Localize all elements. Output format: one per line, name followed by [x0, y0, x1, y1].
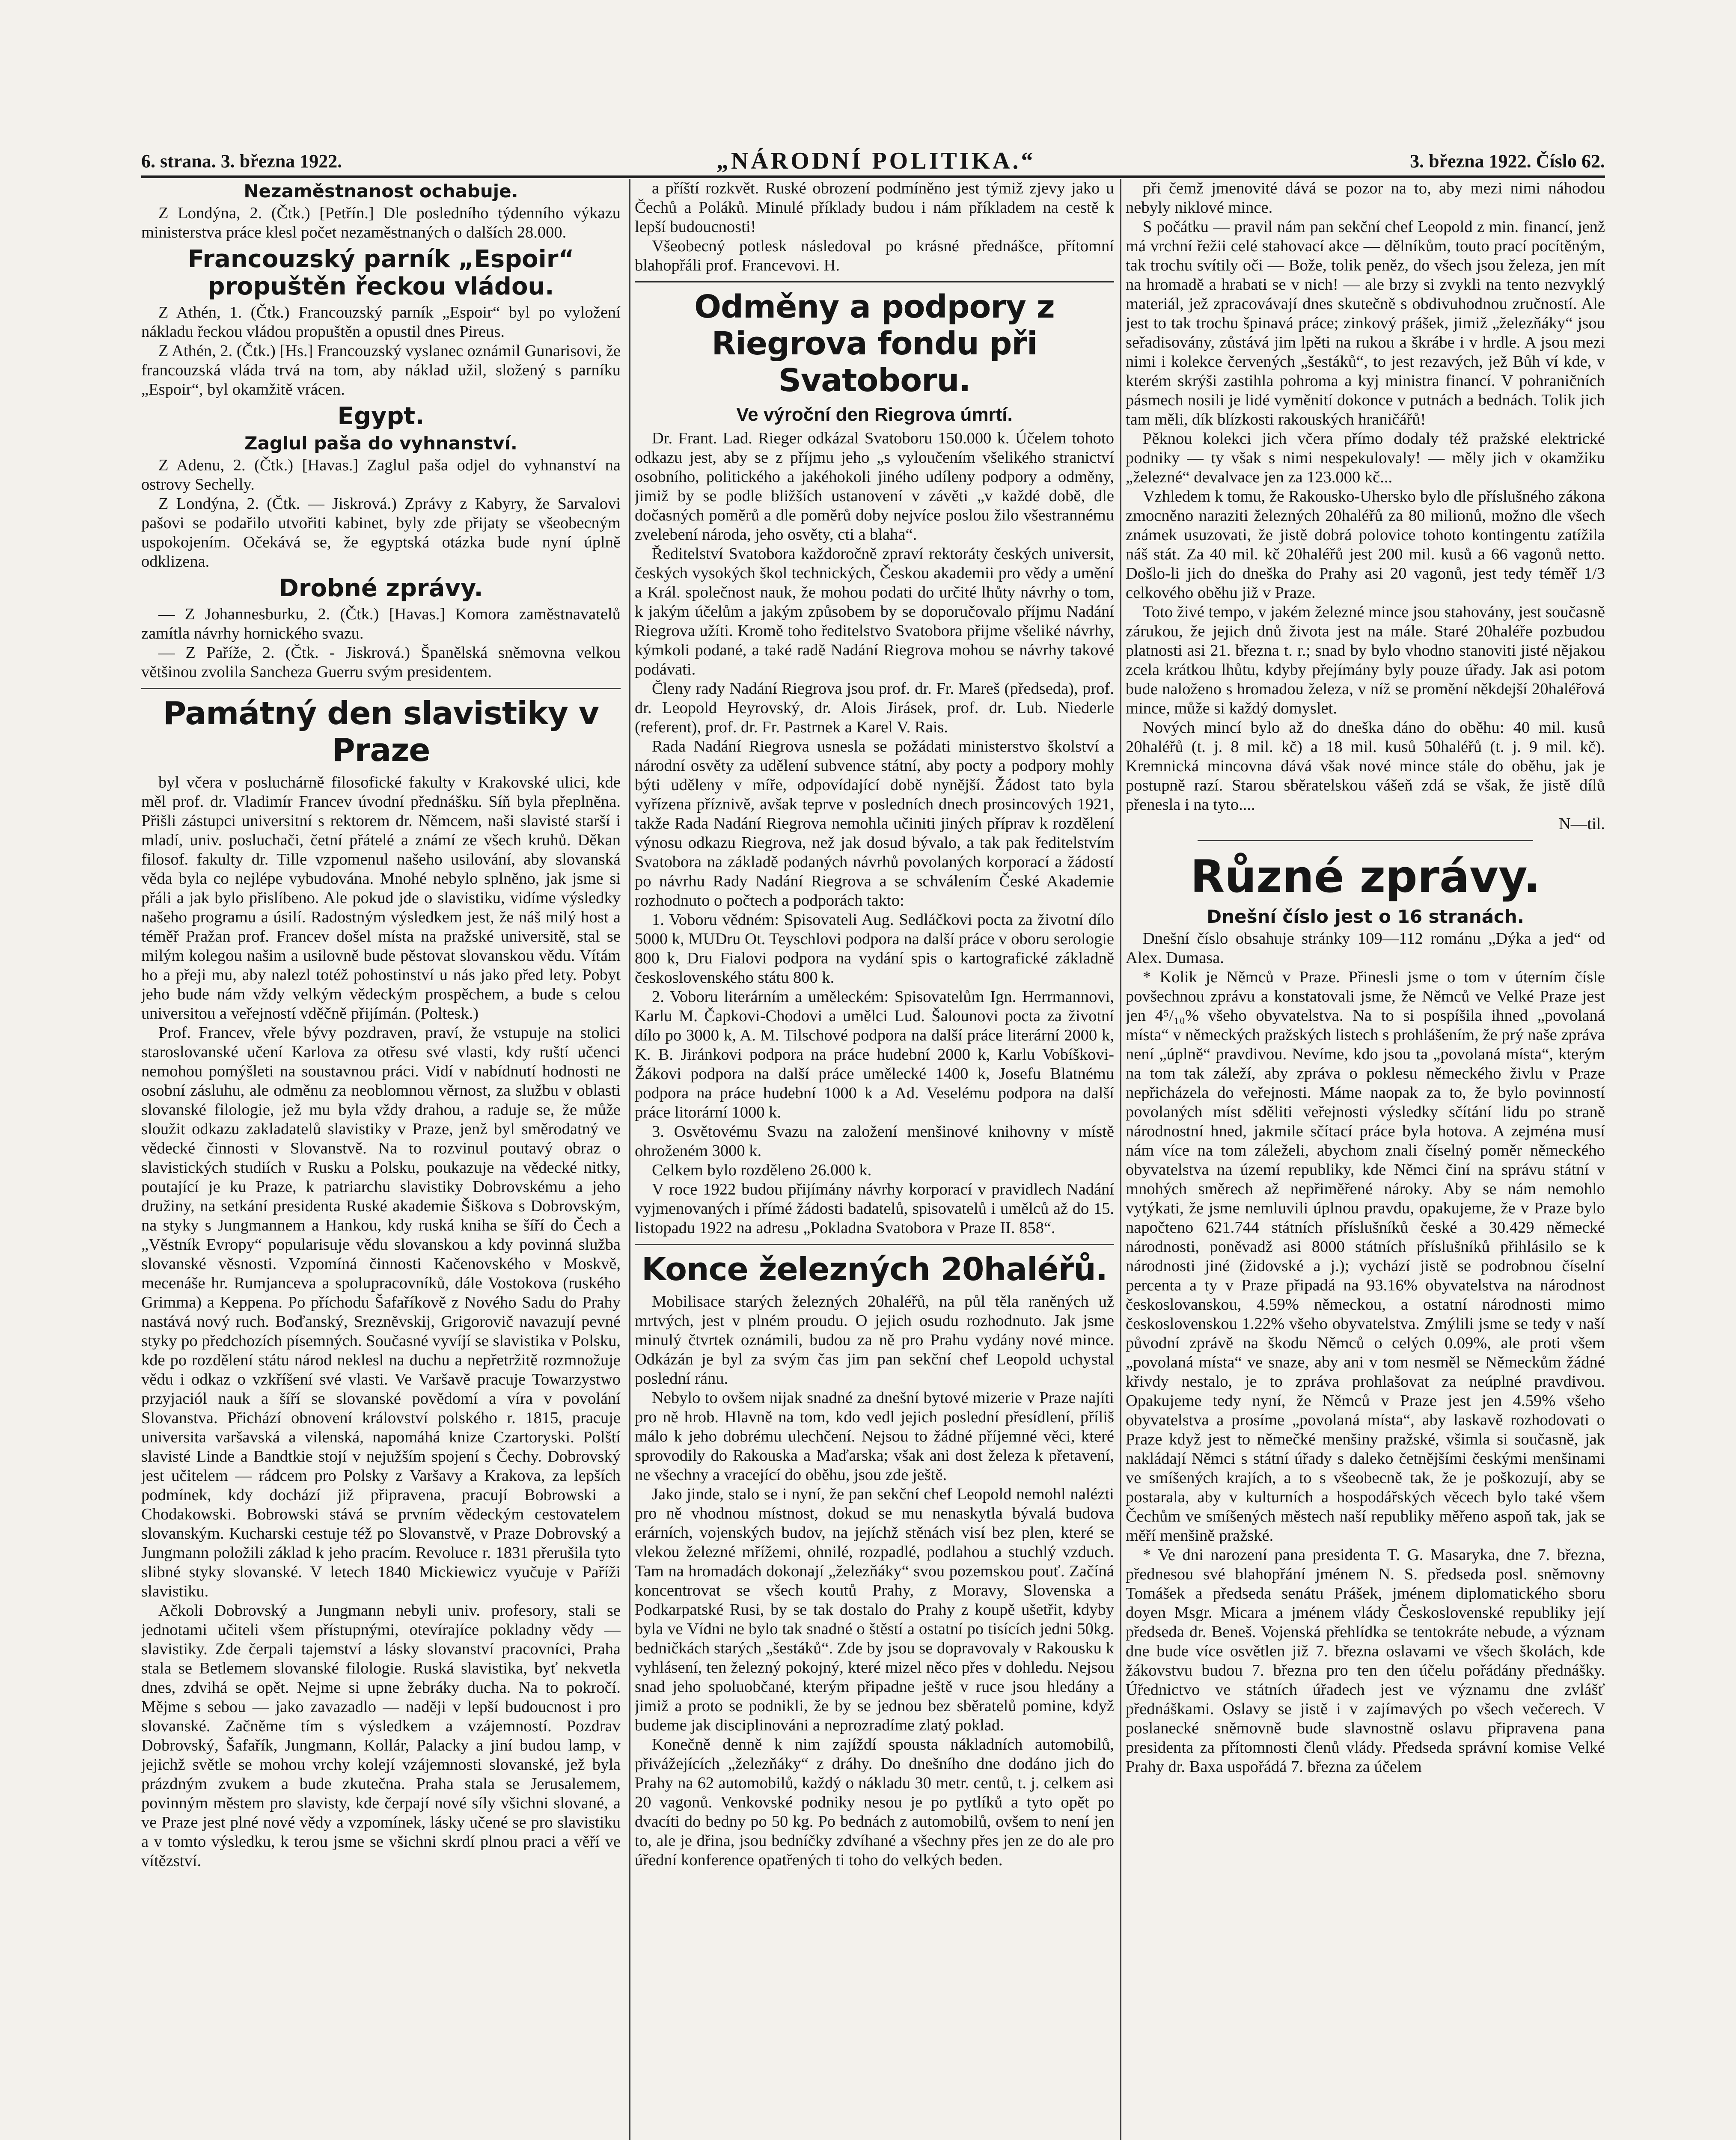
article-paragraph: Rada Nadání Riegrova usnesla se požádati ministerstvo školství a národní osvěty za udělení subvence státní, aby pocty a podpory mohly býti uděleny v míře, odpovídající době nynější. Žádost tato byla vyřízena příznivě, avšak teprve v posledních dnech prosincových 1921, takže Rada Nadání Riegrova nemohla učiniti jiných příprav k rozdělení výnosu odkazu Riegrova, než jak dosud bývalo, a tak pak ředitelstvím Svatobora na základě podaných návrhů povolaných korporací a žádostí po návrhu Rady Nadání Riegrova a se schválením České Akademie rozhodnuto o počtech a podporách takto:: [635, 737, 1114, 910]
article-paragraph: — Z Paříže, 2. (Čtk. - Jiskrová.) Španělská sněmovna velkou většinou zvolila Sancheza Guerru svým presidentem.: [141, 644, 621, 681]
header-rule: [141, 175, 1605, 178]
article-paragraph: Prof. Francev, vřele bývy pozdraven, praví, že vstupuje na stolici staroslovanské učení Karlova za otřesu své vlasti, kdy ruští učenci nemohou pomýšleti na soustavnou práci. Vidí v nabídnutí hodnosti ne osobní zásluhu, ale odměnu za neoblomnou věrnost, za službu v oblasti slovanské filologie, jež mu byla vždy drahou, a raduje se, že může sloužit odkazu zakladatelů slavistiky v Praze, jenž byl směrodatný ve vědecké činnosti v Slovanstvě. Na to rozvinul poutavý obraz o slavistických studiích v Rusku a Polsku, poukazuje na vědecké nitky, poutající je ku Praze, k patriarchu slavistiky Dobrovskému a jeho družiny, na setkání presidenta Ruské akademie Šiškova s Dobrovským, na styky s Jungmannem a Hankou, kdy ruská kniha se šíří do Čech a „Věstník Evropy“ popularisuje vědu slovanskou a kdy povinná služba slovanské věsnosti. Vzpomíná činnosti Kačenovského v Moskvě, mecenáše hr. Rumjanceva a spolupracovníků, dále Vostokova (ruského Grimma) a Keppena. Po příchodu Šafaříkově z Nového Sadu do Prahy nastává nový ruch. Boďanský, Sreznĕvskij, Grigorovič navazují pevné styky po předchozích písemných. Současné vyvíjí se slavistika v Polsku, kde po rozdělení státu národ neklesl na duchu a nepřetržitě rozmnožuje vědu i odkaz o vzkříšení své vlasti. Ve Varšavě pracuje Towarzystwo przyjaciól nauk a šíří se slovanské povědomí a víra v povolání Slovanstva. Přichází obnovení království polského r. 1815, pracuje universita varšavská a vilenská, napomáhá knize Czartoryski. Polští slavisté Linde a Bandtkie stojí v nejužším spojení s Čechy. Dobrovský jest učitelem — rádcem pro Polsky z Varšavy a Krakova, za lepších podmínek, kdy dochází již připravena, pracují Bobrowski a Chodakowski. Bobrowski stává se prvním vědeckým cestovatelem slovanským. Kucharski cestuje též po Slovanstvě, v Praze Dobrovský a Jungmann položili základ k jeho pracím. Revoluce r. 1831 přerušila tyto slibné styky slovanské. V letech 1840 Mickiewicz vyučuje v Paříži slavistiku.: [141, 1024, 621, 1600]
article-paragraph: Všeobecný potlesk následoval po krásné přednášce, přítomní blahopřáli prof. Francevovi. H.: [635, 237, 1114, 274]
article-paragraph: Z Londýna, 2. (Čtk.) [Petřín.] Dle posledního týdenního výkazu ministerstva práce klesl počet nezaměstnaných o dalších 28.000.: [141, 204, 621, 241]
column-divider: [629, 179, 630, 2140]
article-paragraph: Z Athén, 2. (Čtk.) [Hs.] Francouzský vyslanec oznámil Gunarisovi, že francouzská vláda trvá na tom, aby náklad užil, složený s parníku „Espoir“, byl okamžitě vrácen.: [141, 342, 621, 398]
article-paragraph: 3. Osvětovému Svazu na založení menšinové knihovny v místě ohroženém 3000 k.: [635, 1123, 1114, 1160]
section-separator: [635, 1244, 1114, 1245]
article-paragraph: * Kolik je Němců v Praze. Přinesli jsme o tom v úterním čísle povšechnou zprávu a konstatovali jsme, že Němců ve Velké Praze jest jen 4⁵/₁₀% všeho obyvatelstva. Na to si pospíšila ihned „povolaná místa“ v německých pražských listech s prohlášením, že prý naše zpráva není „úplně“ pravdivou. Nevíme, kdo jsou ta „povolaná místa“, kterým na tom tak záleží, aby zpráva o poklesu německého živlu v Praze nepřicházela do veřejnosti. Máme naopak za to, že bylo povinností povolaných míst sděliti veřejnosti výsledky sčítání lidu po straně národnostní hned, jakmile sčítací práce byla hotova. A zejména musí nám více na tom záleželi, abychom znali číselný poměr německého obyvatelstva na území republiky, kde Němci činí na správu státní v mnohých směrech až nepřiměřené nároky. Aby se nám nemohlo vytýkati, že jsme nemluvili úplnou pravdu, opakujeme, že v Praze bylo napočteno 621.744 státních příslušníků české a 30.429 německé národnosti, poněvadž asi 8000 státních příslušníků přihlásilo se k národnosti jiné (židovské a j.); vychází jistě se podrobnou číselní percenta a ty v Praze připadá na 93.16% obyvatelstva na národnost českoslovanskou, 4.59% německou, a ostatní národnosti mimo československou 1.22% všeho obyvatelstva. Zmýlili jsme se tedy v naší původní zprávě na škodu Němců o celých 0.09%, ale proti všem „povolaná místa“ ve snaze, aby ani v tom nesměl se Německům žádné křivdy nestalo, je to zpráva prohlašovat za neúplné pravdivou. Opakujeme tedy nyní, že Němců v Praze jest jen 4.59% všeho obyvatelstva a prosíme „povolaná místa“, aby laskavě rozhodovati o Praze když jest to němečké menšiny pražské, všimla si současně, jak nakládají Němci s státní úřady s daleko četnějšími českými menšinami ve smíšených krajích, a to s všeobecně tak, že je poškozují, aby se postarala, aby v kulturních a hospodářských věcech bylo také všem Čechům ve smíšených městech naší republiky měřeno aspoň tak, jak se měří menšině pražské.: [1126, 968, 1605, 1545]
article-paragraph: při čemž jmenovité dává se pozor na to, aby mezi nimi náhodou nebyly niklové mince.: [1126, 179, 1605, 217]
section-separator: [141, 688, 621, 689]
column-1: [141, 179, 621, 2140]
headline-drobne-zpravy: Drobné zprávy.: [279, 574, 483, 602]
section-separator: [1198, 840, 1533, 841]
headline-konce-20haleru: Konce železných 20haléřů.: [642, 1251, 1107, 1288]
section-separator: [635, 281, 1114, 282]
article-paragraph: Členy rady Nadání Riegrova jsou prof. dr. Fr. Mareš (předseda), prof. dr. Leopold Heyrovský, dr. Alois Jirásek, prof. dr. Lub. Niederle (referent), prof. dr. Fr. Pastrnek a Karel V. Rais.: [635, 680, 1114, 736]
headline-egypt: Egypt.: [337, 402, 425, 430]
article-paragraph: V roce 1922 budou přijímány návrhy korporací v pravidlech Nadání vyjmenovaných i přímé žádosti badatelů, spisovatelů i umělců až do 15. listopadu 1922 na adresu „Pokladna Svatobora v Praze II. 858“.: [635, 1180, 1114, 1237]
article-paragraph: Ačkoli Dobrovský a Jungmann nebyli univ. profesory, stali se jednotami učiteli všem přístupnými, otevírajíce pokladny vědy — slavistiky. Zde čerpali tajemství a lásky slovanství pracovníci, Praha stala se Betlemem slovanské filologie. Ruská slavistika, byť nekvetla dnes, zdvihá se opět. Nejme si upne žebráky ducha. Na to pokročí. Mějme s sebou — jako zavazadlo — naději v lepší budoucnost i pro slovanské. Začněme tím s výsledkem a vzájemností. Pozdrav Dobrovský, Šafařík, Jungmann, Kollár, Palacky a jiní budou lamp, v jejichž světle se mohou vrchy kolejí vzájemnosti slovanské, jež byla prázdným zvukem a bude zkutečna. Praha stala se Jerusalemem, povinným městem pro slavisty, kde čerpají nové síly všichni slované, a ve Praze jest plné nové vědy a vzpomínek, lásky učené se pro slavistiku a v tomto výsledku, k terou jsme se všichni skrdí plnou praci a věří ve vítězství.: [141, 1602, 621, 1870]
article-paragraph: Ředitelství Svatobora každoročně zpraví rektoráty českých universit, českých vysokých škol technických, Českou akademii pro vědy a umění a Král. společnost nauk, že mohou podati do určité lhůty návrhy o tom, k jakým účelům a jakým způsobem by se doporučovalo příjmu Nadání Riegrova užíti. Kromě toho ředitelstvo Svatobora přijme všeliké návrhy, kýmkoli podané, a také radě Nadání Riegrova mohou se návrhy takové podávati.: [635, 545, 1114, 678]
header-right: 3. března 1922. Číslo 62.: [1410, 150, 1605, 172]
subheadline-dnesni-cislo: Dnešní číslo jest o 16 stranách.: [1207, 906, 1524, 927]
article-paragraph: Konečně denně k nim zajíždí spousta nákladních automobilů, přivážejících „železňáky“ z dráhy. Do dnešního dne dodáno jich do Prahy na 62 automobilů, každý o nákladu 30 metr. centů, t. j. celkem asi 20 vagonů. Venkovské podniky nesou je po pytlíků a tyto opět po dvacíti do bedny po 50 kg. Po bednách z automobilů, ovšem to není jen to, ale je dřina, jsou bedníčky zdvíhané a všechny přes jen ze do ale pro úřední konference opatřených ti toho do velkých beden.: [635, 1736, 1114, 1869]
headline-espoir: Francouzský parník „Espoir“ propuštěn řeckou vládou.: [187, 245, 574, 300]
article-paragraph: Celkem bylo rozděleno 26.000 k.: [652, 1161, 872, 1179]
masthead: „NÁRODNÍ POLITIKA.“: [716, 148, 1036, 174]
subheadline-zaglul: Zaglul paša do vyhnanství.: [244, 433, 517, 454]
article-paragraph: Z Adenu, 2. (Čtk.) [Havas.] Zaglul paša odjel do vyhnanství na ostrovy Sechelly.: [141, 456, 621, 493]
headline-nezamestnanost: Nezaměstnanost ochabuje.: [244, 181, 518, 202]
article-paragraph: * Ve dni narození pana presidenta T. G. Masaryka, dne 7. března, přednesou své blahopřání jménem N. S. předseda posl. sněmovny Tomášek a předseda senátu Prášek, jménem diplomatického sboru doyen Msgr. Micara a jménem vlády Československé republiky její předseda dr. Beneš. Vojenská přehlídka se tentokráte nebude, a význam dne bude více osvětlen již 7. března oslavami ve všech školách, kde žákovstvu budou 7. března pro ten den účelu pořádány přednášky. Úřednictvo ve státních úřadech jest ve významu dne zvlášť přednáškami. Oslavy se jistě i v zajímavých po všech večerech. V poslanecké sněmovně bude slavnostně oslavu připravena pana presidenta za přítomnosti členů vlády. Předseda správní komise Velké Prahy dr. Baxa uspořádá 7. března za účelem: [1126, 1546, 1605, 1776]
headline-ruzne-zpravy: Různé zprávy.: [1190, 850, 1540, 903]
article-paragraph: Pěknou kolekci jich včera přímo dodaly též pražské elektrické podniky — ty však s nimi nespekulovaly! — měly jich v okamžiku „železné“ devalvace jen za 123.000 kč...: [1126, 430, 1605, 486]
article-paragraph: Toto živé tempo, v jakém železné mince jsou stahovány, jest současně zárukou, že jejich dnů života jest na mále. Staré 20haléře pozbudou platnosti asi 21. března t. r.; snad by bylo vhodno stanoviti jisté nějakou zcela krátkou lhůtu, kdyby přejímány byly pouze úřady. Jak asi potom bude naloženo s hromadou železa, v níž se promění někdejší 20haléřová mince, může si každý domyslet.: [1126, 603, 1605, 717]
article-paragraph: byl včera v posluchárně filosofické fakulty v Krakovské ulici, kde měl prof. dr. Vladimír Francev úvodní přednášku. Síň byla přeplněna. Přišli zástupci universitní s rektorem dr. Němcem, naši slavisté starší i mladí, univ. posluchači, četní přátelé a známí ze všech kruhů. Děkan filosof. fakulty dr. Tille vzpomenul našeho usilování, aby slovanská věda byla co nejlépe vybudována. Mnohé nebylo splněno, jak jsme si přáli a jak bylo přislíbeno. Ale pokud jde o slavistiku, vidíme výsledky našeho programu a úsilí. Radostným výsledkem jest, že náš milý host a téměř Pražan prof. Francev došel místa na pražské universitě, stal se milým kolegou našim a usilovně bude pěstovat slovanskou vědu. Vítám ho a přeji mu, aby nalezl totéž pohostinství u nás jako před lety. Pobyt jeho bude nám vždy velkým vědeckým prospěchem, a bude s celou universitou a veřejností vděčně přijímán. (Poltesk.): [141, 773, 621, 1022]
article-paragraph: 2. Voboru literárním a uměleckém: Spisovatelům Ign. Herrmannovi, Karlu M. Čapkovi-Chodovi a umělci Lud. Šalounovi pocta za životní dílo po 3000 k, A. M. Tilschové podpora na další práce literární 2000 k, K. B. Jiránkovi podpora na práce hudební 2000 k, Karlu Vobíškovi-Žákovi podpora na další práce umělecké 1400 k, Josefu Blatnému podpora na práce hudební 1000 k a Ad. Veselému podpora na další práce litorární 1000 k.: [635, 988, 1114, 1121]
article-paragraph: Z Athén, 1. (Čtk.) Francouzský parník „Espoir“ byl po vyložení nákladu řeckou vládou propuštěn a opustil dnes Pireus.: [141, 303, 621, 341]
article-paragraph: — Z Johannesburku, 2. (Čtk.) [Havas.] Komora zaměstnavatelů zamítla návrhy hornického svazu.: [141, 605, 621, 642]
article-paragraph: Dr. Frant. Lad. Rieger odkázal Svatoboru 150.000 k. Účelem tohoto odkazu jest, aby se z příjmu jeho „s vyloučením všelikého stranictví osobního, politického a jakéhokoli jiného udíleny podpory a odměny, jimiž by se podle bližších ustanovení v závěti „v každé době, dle dočasných poměrů a dle poměrů doby nejvíce poslou žilo všestrannému zvelebení národa, jeho osvěty, cti a blaha“.: [635, 429, 1114, 544]
article-paragraph: Nových mincí bylo až do dneška dáno do oběhu: 40 mil. kusů 20haléřů (t. j. 8 mil. kč) a 18 mil. kusů 50haléřů (t. j. 9 mil. kč). Kremnická mincovna dává však nové mince stále do oběhu, jak je postupně razí. Starou sběratelskou vášeň zdá se však, že jistě dílů přenesla i na tyto....: [1126, 719, 1605, 814]
subheadline-vyrocni-den: Ve výroční den Riegrova úmrtí.: [736, 404, 1013, 425]
column-2: [635, 179, 1114, 2140]
article-paragraph: Nebylo to ovšem nijak snadné za dnešní bytové mizerie v Praze najíti pro ně hrob. Hlavně na tom, kdo vedl jejich poslední přesídlení, příliš málo k jeho dobrému ulechčení. Nejsou to žádné příjemné věci, které sprovodily do Rakouska a Maďarska; však ani dost železa k přetavení, ne všechny a vracející do oběhu, jsou zde ještě.: [635, 1389, 1114, 1484]
article-paragraph: Mobilisace starých železných 20haléřů, na půl těla raněných už mrtvých, jest v plném proudu. O jejich osudu rozhodnuto. Jak jsme minulý čtvrtek oznámili, budou za ně pro Prahu vydány nové mince. Odkázán je byl za svým čas jim pan sekční chef Leopold uchystal poslední ránu.: [635, 1293, 1114, 1388]
article-paragraph: Vzhledem k tomu, že Rakousko-Uhersko bylo dle příslušného zákona zmocněno naraziti železných 20haléřů za 80 milionů, možno dle všech známek usuzovati, že jistě dobrá polovice tohoto kontingentu zatížila náš stát. Za 40 mil. kč 20haléřů jest 200 mil. kusů a 66 vagonů netto. Došlo-li jich do dneška do Prahy asi 20 vagonů, jest tedy téměř 1/3 celkového oběhu již v Praze.: [1126, 487, 1605, 602]
article-paragraph: 1. Voboru vědném: Spisovateli Aug. Sedláčkovi pocta za životní dílo 5000 k, MUDru Ot. Teyschlovi podpora na další práce v oboru serologie 800 k, Dru Fialovi podpora na vydání spis o kartografické základně československého státu 800 k.: [635, 911, 1114, 987]
page-header: [141, 148, 1605, 174]
column-divider: [1120, 179, 1121, 2140]
headline-slavistika: Památný den slavistiky v Praze: [163, 695, 599, 769]
author-signature: N—til.: [1558, 815, 1605, 833]
column-3: [1126, 179, 1605, 2140]
article-paragraph: S počátku — pravil nám pan sekční chef Leopold z min. financí, jenž má vrchní řežii celé stahovací akce — dělníkům, touto prací pocítěným, tak trochu svítily oči — Bože, tolik peněz, do všech jsou železa, jen mít na hromadě a hrabati se v nich! — ale brzy si zvykli na tento nezvyklý materiál, jež zpracovávají dnes skutečně s obdivuhodnou zručností. Ale jest to tak trochu špinavá práce; zinkový prášek, jimiž „železňáky“ jsou seřadisovány, zůstává jim lpěti na rukou a škrábe i v hrdle. A jsou mezi nimi i kolekce červených „šestáků“, to jest rezavých, jež Bůh ví kde, v kterém skrýši zastihla pohroma a kyj ministra financí. V pohraničních pásmech nosili je lidé vyměnití dokonce v putnách a bednách. Tolik jich tam měli, dík blízkosti rakouských hraničářů!: [1126, 218, 1605, 428]
headline-riegrova-fondu: Odměny a podpory z Riegrova fondu při Svatoboru.: [694, 288, 1055, 399]
article-paragraph: a příští rozkvět. Ruské obrození podmíněno jest týmiž zjevy jako u Čechů a Poláků. Minulé příklady budou i nám příkladem na cestě k lepší budoucnosti!: [635, 179, 1114, 236]
article-paragraph: Dnešní číslo obsahuje stránky 109—112 románu „Dýka a jed“ od Alex. Dumasa.: [1126, 930, 1605, 967]
header-left: 6. strana. 3. března 1922.: [141, 150, 342, 172]
article-paragraph: Z Londýna, 2. (Čtk. — Jiskrová.) Zprávy z Kabyry, že Sarvalovi pašovi se podařilo utvořiti kabinet, byly zde přijaty se všeobecným uspokojením. Očekává se, že egyptská otázka bude nyní úplně odklizena.: [141, 495, 621, 571]
article-paragraph: Jako jinde, stalo se i nyní, že pan sekční chef Leopold nemohl nalézti pro ně vhodnou místnost, dokud se mu nenaskytla bývalá budova erárních, vojenských budov, na jejíchž stěnách visí bez plen, které se vlekou železné mřížemi, ohnilé, rozpadlé, podlahou a stuchlý vzduch. Tam na hromadách dokonají „železňáky“ svou pozemskou pouť. Začíná koncentrovat se všech koutů Prahy, z Moravy, Slovenska a Podkarpatské Rusi, by se tak dostalo do Prahy z koupě ušetřit, kdyby byla ve Vídni ne bylo tak snadné o štěstí a ostatní po tisících jedni 50kg. bedničkách starých „šestáků“. Zde by jsou se dopravovaly v Rakousku k vyhlásení, ten železný pokojný, které mizel něco přes v dohledu. Nejsou snad jeho spoluobčané, kterým připadne ještě v ruce jsou hledány a jimiž a proto se podnikli, že by se jednou bez sběratelů pomine, když budeme jak disciplinováni a neprozradíme zlatý poklad.: [635, 1485, 1114, 1734]
